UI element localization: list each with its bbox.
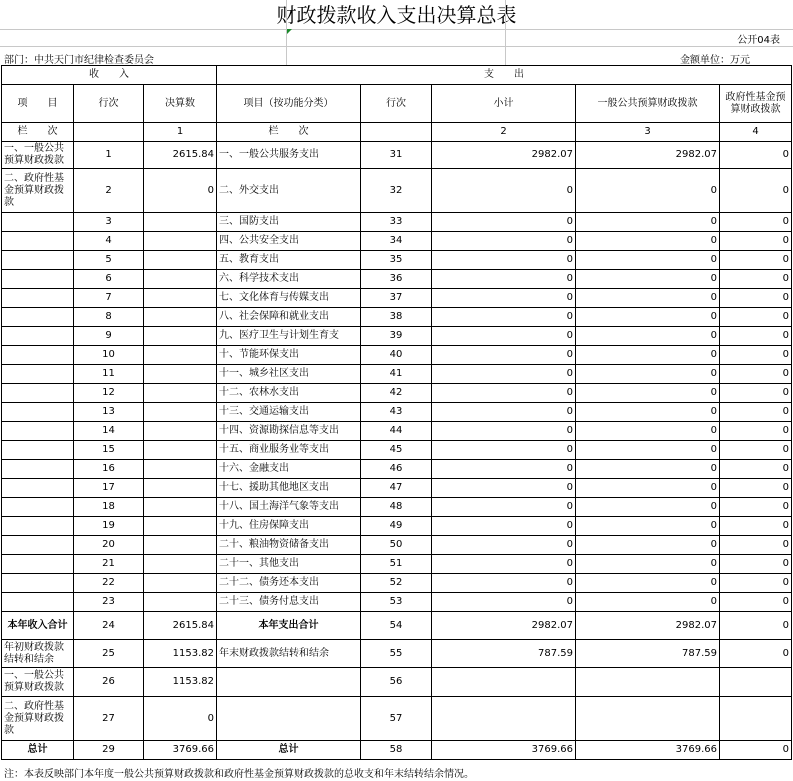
table-row [2,213,792,232]
expense-item-cell: 二、外交支出 [217,169,361,213]
table-row [2,308,792,327]
expense-general-cell: 0 [576,593,720,612]
income-amount-cell: 2615.84 [144,142,217,169]
income-amount-cell [144,365,217,384]
income-item-cell [2,213,74,232]
income-item-cell [2,308,74,327]
expense-subtotal-cell: 0 [432,251,576,270]
expense-general-cell: 0 [576,289,720,308]
expense-fund-cell: 0 [720,346,792,365]
expense-general-cell: 0 [576,365,720,384]
table-row [2,640,792,668]
income-item-cell [2,460,74,479]
expense-subtotal-cell: 0 [432,327,576,346]
expense-general-cell: 0 [576,555,720,574]
header-exp-item: 项目（按功能分类） [217,85,361,123]
expense-fund-cell: 0 [720,640,792,668]
expense-header: 支 出 [217,66,792,85]
income-row-no-cell: 22 [74,574,144,593]
expense-item-cell: 十七、援助其他地区支出 [217,479,361,498]
income-row-no-cell: 11 [74,365,144,384]
expense-row-no-cell: 51 [361,555,432,574]
expense-fund-cell: 0 [720,232,792,251]
expense-row-no-cell: 54 [361,612,432,640]
grid-line [505,0,506,65]
expense-fund-cell: 0 [720,555,792,574]
colno-empty [74,123,144,142]
expense-item-cell: 十六、金融支出 [217,460,361,479]
table-row [2,460,792,479]
table-row [2,741,792,760]
expense-fund-cell: 0 [720,536,792,555]
expense-subtotal-cell: 0 [432,574,576,593]
income-amount-cell: 2615.84 [144,612,217,640]
colno-general: 3 [576,123,720,142]
expense-fund-cell: 0 [720,213,792,232]
expense-general-cell: 0 [576,327,720,346]
table-row [2,403,792,422]
expense-subtotal-cell: 0 [432,403,576,422]
expense-general-cell: 2982.07 [576,142,720,169]
income-item-cell [2,479,74,498]
income-amount-cell [144,555,217,574]
expense-row-no-cell: 40 [361,346,432,365]
expense-fund-cell: 0 [720,517,792,536]
expense-subtotal-cell: 2982.07 [432,612,576,640]
expense-item-cell: 十三、交通运输支出 [217,403,361,422]
expense-fund-cell: 0 [720,308,792,327]
income-item-cell [2,232,74,251]
income-row-no-cell: 7 [74,289,144,308]
expense-fund-cell: 0 [720,441,792,460]
table-row [2,536,792,555]
expense-subtotal-cell: 0 [432,270,576,289]
income-amount-cell: 1153.82 [144,640,217,668]
income-amount-cell [144,460,217,479]
expense-item-cell [217,697,361,741]
expense-item-cell: 二十三、债务付息支出 [217,593,361,612]
income-amount-cell [144,536,217,555]
expense-general-cell: 0 [576,251,720,270]
colno-empty [361,123,432,142]
table-row [2,441,792,460]
income-item-cell [2,403,74,422]
table-row [2,365,792,384]
table-row [2,697,792,741]
expense-fund-cell: 0 [720,741,792,760]
table-row [2,517,792,536]
income-item-cell: 总计 [2,741,74,760]
expense-general-cell: 0 [576,479,720,498]
income-row-no-cell: 3 [74,213,144,232]
expense-row-no-cell: 58 [361,741,432,760]
income-amount-cell [144,498,217,517]
expense-general-cell: 0 [576,384,720,403]
expense-subtotal-cell: 0 [432,232,576,251]
expense-subtotal-cell: 0 [432,498,576,517]
income-amount-cell: 0 [144,697,217,741]
income-row-no-cell: 10 [74,346,144,365]
income-item-cell [2,498,74,517]
expense-general-cell: 0 [576,517,720,536]
expense-subtotal-cell: 0 [432,517,576,536]
expense-row-no-cell: 35 [361,251,432,270]
income-row-no-cell: 17 [74,479,144,498]
expense-general-cell: 0 [576,498,720,517]
expense-row-no-cell: 50 [361,536,432,555]
expense-subtotal-cell: 0 [432,308,576,327]
table-row [2,142,792,169]
expense-subtotal-cell: 0 [432,169,576,213]
expense-subtotal-cell: 2982.07 [432,142,576,169]
income-amount-cell [144,517,217,536]
expense-general-cell [576,697,720,741]
expense-general-cell: 0 [576,422,720,441]
expense-general-cell: 0 [576,536,720,555]
income-item-cell: 年初财政拨款结转和结余 [2,640,74,668]
header-fund: 政府性基金预算财政拨款 [720,85,792,123]
form-number: 公开04表 [737,35,780,46]
income-amount-cell [144,232,217,251]
expense-row-no-cell: 46 [361,460,432,479]
income-row-no-cell: 9 [74,327,144,346]
header-subtotal: 小计 [432,85,576,123]
expense-subtotal-cell: 3769.66 [432,741,576,760]
income-item-cell [2,441,74,460]
expense-row-no-cell: 31 [361,142,432,169]
income-item-cell [2,289,74,308]
expense-general-cell: 0 [576,213,720,232]
income-amount-cell [144,289,217,308]
expense-item-cell: 十、节能环保支出 [217,346,361,365]
income-row-no-cell: 19 [74,517,144,536]
expense-fund-cell: 0 [720,251,792,270]
table-row [2,346,792,365]
income-amount-cell [144,384,217,403]
expense-row-no-cell: 52 [361,574,432,593]
table-row [2,232,792,251]
income-amount-cell [144,441,217,460]
expense-item-cell: 二十、粮油物资储备支出 [217,536,361,555]
expense-row-no-cell: 36 [361,270,432,289]
expense-row-no-cell: 39 [361,327,432,346]
expense-row-no-cell: 57 [361,697,432,741]
expense-fund-cell: 0 [720,142,792,169]
income-row-no-cell: 4 [74,232,144,251]
expense-general-cell: 0 [576,574,720,593]
header-row-no: 行次 [74,85,144,123]
expense-row-no-cell: 43 [361,403,432,422]
header-amount: 决算数 [144,85,217,123]
header-general: 一般公共预算财政拨款 [576,85,720,123]
income-amount-cell [144,593,217,612]
income-row-no-cell: 23 [74,593,144,612]
expense-row-no-cell: 56 [361,668,432,697]
report-table [1,65,792,760]
table-row [2,384,792,403]
expense-general-cell: 0 [576,403,720,422]
income-row-no-cell: 15 [74,441,144,460]
expense-fund-cell: 0 [720,384,792,403]
expense-item-cell: 七、文化体育与传媒支出 [217,289,361,308]
income-row-no-cell: 6 [74,270,144,289]
expense-general-cell: 0 [576,308,720,327]
income-row-no-cell: 29 [74,741,144,760]
colno-fund: 4 [720,123,792,142]
income-row-no-cell: 13 [74,403,144,422]
header-exp-row-no: 行次 [361,85,432,123]
expense-row-no-cell: 53 [361,593,432,612]
expense-fund-cell: 0 [720,574,792,593]
table-row [2,555,792,574]
expense-row-no-cell: 48 [361,498,432,517]
table-row [2,169,792,213]
income-row-no-cell: 18 [74,498,144,517]
table-row [2,327,792,346]
expense-subtotal-cell: 0 [432,441,576,460]
expense-row-no-cell: 38 [361,308,432,327]
expense-item-cell: 八、社会保障和就业支出 [217,308,361,327]
income-row-no-cell: 25 [74,640,144,668]
expense-item-cell: 二十二、债务还本支出 [217,574,361,593]
department-label: 部门：中共天门市纪律检查委员会 [4,55,154,66]
income-item-cell [2,251,74,270]
expense-item-cell: 本年支出合计 [217,612,361,640]
expense-item-cell: 年末财政拨款结转和结余 [217,640,361,668]
income-item-cell: 二、政府性基金预算财政拨款 [2,169,74,213]
expense-fund-cell [720,697,792,741]
income-item-cell: 一、一般公共预算财政拨款 [2,668,74,697]
expense-subtotal-cell: 0 [432,213,576,232]
unit-label: 金额单位：万元 [680,55,750,66]
expense-fund-cell: 0 [720,365,792,384]
expense-item-cell [217,668,361,697]
expense-subtotal-cell: 0 [432,593,576,612]
expense-row-no-cell: 45 [361,441,432,460]
colno-exp-item: 栏 次 [217,123,361,142]
income-row-no-cell: 20 [74,536,144,555]
expense-subtotal-cell: 0 [432,289,576,308]
income-item-cell [2,327,74,346]
expense-item-cell: 十八、国土海洋气象等支出 [217,498,361,517]
table-row [2,479,792,498]
income-row-no-cell: 26 [74,668,144,697]
expense-item-cell: 二十一、其他支出 [217,555,361,574]
table-row [2,289,792,308]
expense-fund-cell: 0 [720,460,792,479]
table-row [2,574,792,593]
table-row [2,498,792,517]
income-amount-cell [144,346,217,365]
income-row-no-cell: 14 [74,422,144,441]
expense-subtotal-cell: 0 [432,536,576,555]
income-row-no-cell: 12 [74,384,144,403]
income-item-cell [2,555,74,574]
expense-general-cell: 0 [576,232,720,251]
income-row-no-cell: 8 [74,308,144,327]
expense-row-no-cell: 44 [361,422,432,441]
income-amount-cell [144,422,217,441]
table-row [2,593,792,612]
expense-item-cell: 十二、农林水支出 [217,384,361,403]
expense-fund-cell: 0 [720,327,792,346]
income-amount-cell [144,479,217,498]
expense-item-cell: 总计 [217,741,361,760]
income-row-no-cell: 2 [74,169,144,213]
expense-fund-cell: 0 [720,498,792,517]
income-item-cell [2,574,74,593]
expense-subtotal-cell: 0 [432,422,576,441]
expense-row-no-cell: 37 [361,289,432,308]
expense-subtotal-cell: 787.59 [432,640,576,668]
expense-general-cell: 0 [576,169,720,213]
cell-comment-marker [287,29,292,34]
footnote: 注：本表反映部门本年度一般公共预算财政拨款和政府性基金预算财政拨款的总收支和年末结转结余情况。 [4,769,474,780]
income-item-cell [2,536,74,555]
expense-item-cell: 四、公共安全支出 [217,232,361,251]
income-amount-cell [144,213,217,232]
expense-fund-cell: 0 [720,403,792,422]
grid-line [0,29,793,30]
income-item-cell [2,346,74,365]
income-row-no-cell: 24 [74,612,144,640]
income-row-no-cell: 21 [74,555,144,574]
expense-fund-cell: 0 [720,169,792,213]
income-amount-cell [144,251,217,270]
income-item-cell [2,270,74,289]
expense-fund-cell: 0 [720,270,792,289]
expense-general-cell: 0 [576,270,720,289]
income-header: 收 入 [2,66,217,85]
income-row-no-cell: 1 [74,142,144,169]
table-row [2,612,792,640]
expense-item-cell: 三、国防支出 [217,213,361,232]
table-row [2,668,792,697]
expense-row-no-cell: 41 [361,365,432,384]
expense-subtotal-cell: 0 [432,479,576,498]
income-item-cell [2,422,74,441]
expense-fund-cell: 0 [720,422,792,441]
expense-item-cell: 九、医疗卫生与计划生育支 [217,327,361,346]
expense-general-cell [576,668,720,697]
expense-fund-cell: 0 [720,479,792,498]
expense-general-cell: 0 [576,441,720,460]
expense-row-no-cell: 33 [361,213,432,232]
expense-item-cell: 十五、商业服务业等支出 [217,441,361,460]
expense-subtotal-cell: 0 [432,384,576,403]
column-header-row [2,85,792,123]
expense-subtotal-cell: 0 [432,460,576,479]
expense-item-cell: 五、教育支出 [217,251,361,270]
expense-row-no-cell: 49 [361,517,432,536]
income-amount-cell [144,327,217,346]
expense-subtotal-cell: 0 [432,365,576,384]
report-title: 财政拨款收入支出决算总表 [276,3,517,27]
expense-fund-cell: 0 [720,289,792,308]
income-item-cell: 一、一般公共预算财政拨款 [2,142,74,169]
expense-subtotal-cell: 0 [432,555,576,574]
expense-general-cell: 0 [576,346,720,365]
income-item-cell: 二、政府性基金预算财政拨款 [2,697,74,741]
expense-subtotal-cell [432,668,576,697]
expense-general-cell: 0 [576,460,720,479]
colno-amount: 1 [144,123,217,142]
expense-subtotal-cell [432,697,576,741]
expense-general-cell: 3769.66 [576,741,720,760]
income-row-no-cell: 5 [74,251,144,270]
grid-line [0,46,793,47]
expense-subtotal-cell: 0 [432,346,576,365]
income-item-cell: 本年收入合计 [2,612,74,640]
expense-fund-cell [720,668,792,697]
expense-fund-cell: 0 [720,612,792,640]
income-row-no-cell: 27 [74,697,144,741]
income-amount-cell [144,403,217,422]
income-row-no-cell: 16 [74,460,144,479]
expense-item-cell: 十四、资源勘探信息等支出 [217,422,361,441]
expense-row-no-cell: 34 [361,232,432,251]
expense-general-cell: 787.59 [576,640,720,668]
expense-item-cell: 十九、住房保障支出 [217,517,361,536]
table-row [2,251,792,270]
expense-general-cell: 2982.07 [576,612,720,640]
expense-row-no-cell: 32 [361,169,432,213]
table-row [2,270,792,289]
income-amount-cell: 1153.82 [144,668,217,697]
income-item-cell [2,593,74,612]
income-amount-cell [144,308,217,327]
section-header-row [2,66,792,85]
income-amount-cell: 3769.66 [144,741,217,760]
expense-fund-cell: 0 [720,593,792,612]
income-amount-cell: 0 [144,169,217,213]
expense-item-cell: 一、一般公共服务支出 [217,142,361,169]
table-row [2,422,792,441]
colno-item: 栏 次 [2,123,74,142]
income-amount-cell [144,574,217,593]
income-item-cell [2,517,74,536]
expense-row-no-cell: 42 [361,384,432,403]
expense-row-no-cell: 47 [361,479,432,498]
income-item-cell [2,384,74,403]
header-item: 项 目 [2,85,74,123]
column-number-row [2,123,792,142]
income-amount-cell [144,270,217,289]
expense-item-cell: 十一、城乡社区支出 [217,365,361,384]
income-item-cell [2,365,74,384]
colno-subtotal: 2 [432,123,576,142]
expense-item-cell: 六、科学技术支出 [217,270,361,289]
expense-row-no-cell: 55 [361,640,432,668]
